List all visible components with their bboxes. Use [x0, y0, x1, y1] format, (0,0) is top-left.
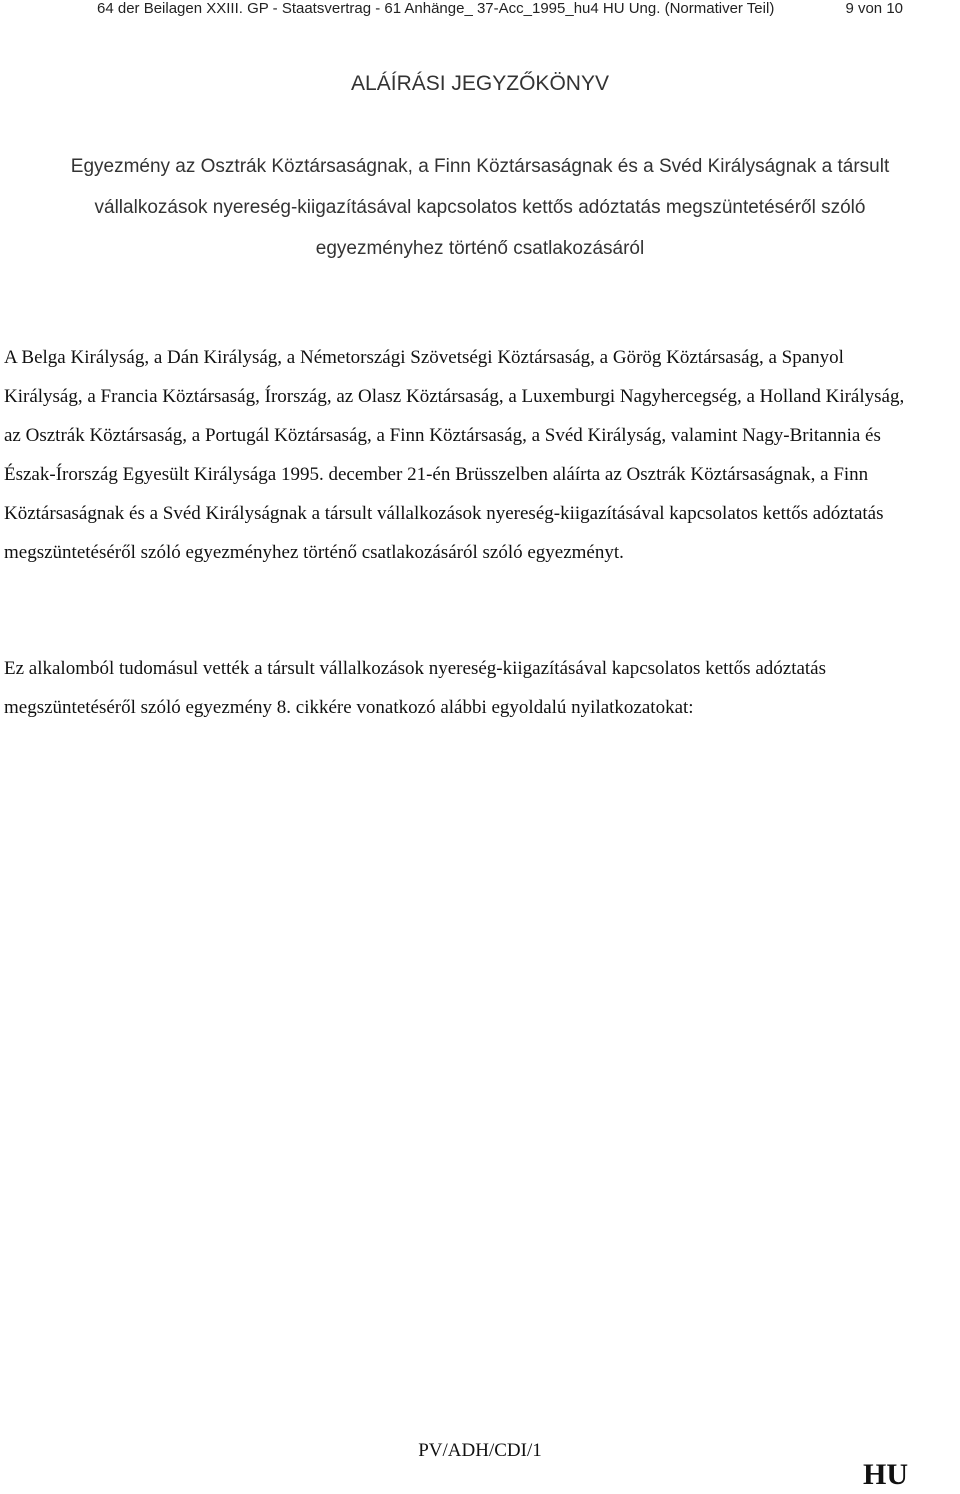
body-paragraph-1: A Belga Királyság, a Dán Királyság, a Németországi Szövetségi Köztársaság, a Görög Köztársaság, a Spanyol Királyság, a Francia Köztársaság, Írország, az Olasz Köztársaság, a Luxemburgi Nagyhercegség, a Holland Királyság, az Osztrák Köztársaság, a Portugál Köztársaság, a Finn Köztársaság, a Svéd Királyság, valamint Nagy-Britannia és Észak-Írország Egyesült Királysága 1995. december 21-én Brüsszelben aláírta az Osztrák Köztársaságnak, a Finn Köztársaságnak és a Svéd Királyságnak a társult vállalkozások nyereség-kiigazításával kapcsolatos kettős adóztatás megszüntetéséről szóló egyezményhez történő csatlakozásáról szóló egyezményt. — [4, 347, 905, 563]
page-header — [0, 0, 960, 22]
footer-language-code: HU — [863, 1458, 908, 1491]
body-paragraph-2: Ez alkalomból tudomásul vették a társult vállalkozások nyereség-kiigazításával kapcsolatos kettős adóztatás megszüntetéséről szóló egyezmény 8. cikkére vonatkozó alábbi egyoldalú nyilatkozatokat: — [4, 658, 827, 718]
document-title: ALÁÍRÁSI JEGYZŐKÖNYV — [351, 72, 609, 95]
header-page-number: 9 von 10 — [845, 0, 903, 17]
document-subtitle: Egyezmény az Osztrák Köztársaságnak, a Finn Köztársaságnak és a Svéd Királyságnak a társult vállalkozások nyereség-kiigazításával kapcsolatos kettős adóztatás megszüntetéséről szóló egyezményhez történő csatlakozásáról — [70, 156, 890, 259]
footer-document-code: PV/ADH/CDI/1 — [418, 1440, 542, 1461]
header-document-reference: 64 der Beilagen XXIII. GP - Staatsvertrag - 61 Anhänge_ 37-Acc_1995_hu4 HU Ung. (Normativer Teil) — [97, 0, 775, 17]
